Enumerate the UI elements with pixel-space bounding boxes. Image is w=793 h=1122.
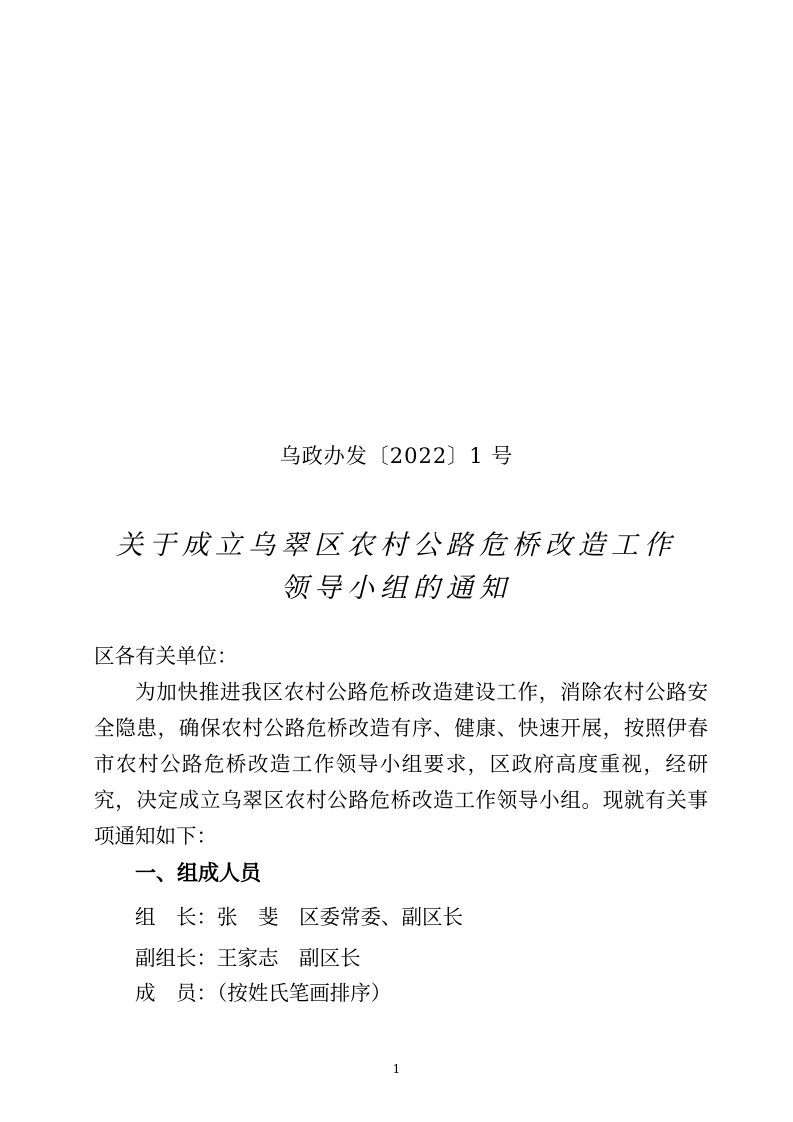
document-title-line-1: 关于成立乌翠区农村公路危桥改造工作 xyxy=(116,530,677,561)
document-title-line-2: 领导小组的通知 xyxy=(281,573,512,604)
page-number: 1 xyxy=(392,1062,401,1076)
member-leader: 组 长：张 斐 区委常委、副区长 xyxy=(135,905,463,929)
document-number: 乌政办发〔2022〕1 号 xyxy=(279,444,514,468)
body-paragraph: 为加快推进我区农村公路危桥改造建设工作，消除农村公路安全隐患，确保农村公路危桥改造有序、健康、快速开展，按照伊春市农村公路危桥改造工作领导小组要求，区政府高度重视，经研究，决定成立乌翠区农村公路危桥改造工作领导小组。现就有关事项通知如下： xyxy=(94,680,708,848)
section-heading: 一、组成人员 xyxy=(135,861,261,885)
salutation: 区各有关单位： xyxy=(94,644,238,668)
member-deputy-leader: 副组长：王家志 副区长 xyxy=(135,946,361,970)
member-members-label: 成 员：（按姓氏笔画排序） xyxy=(135,981,392,1005)
